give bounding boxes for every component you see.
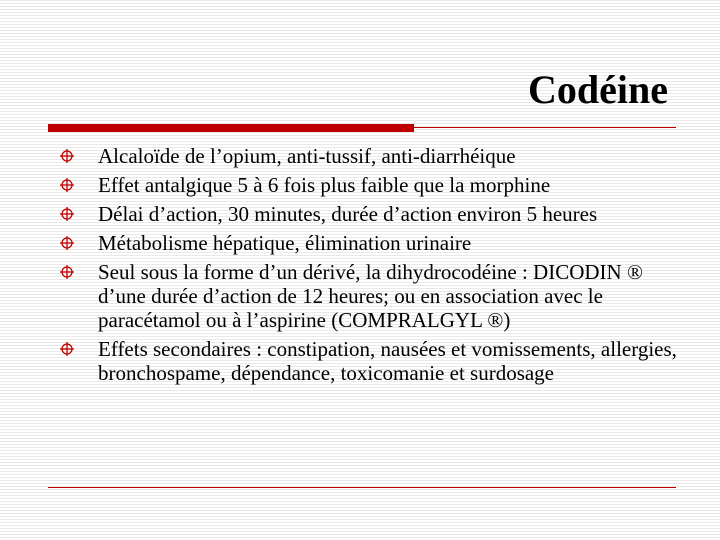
circle-cross-bullet-icon bbox=[60, 207, 74, 221]
slide-title: Codéine bbox=[528, 67, 668, 112]
bullet-item bbox=[60, 260, 680, 332]
circle-cross-bullet-icon bbox=[60, 178, 74, 192]
bullet-text: Effet antalgique 5 à 6 fois plus faible que la morphine bbox=[98, 173, 551, 197]
bullet-item bbox=[60, 144, 680, 168]
bullet-list bbox=[60, 144, 680, 390]
bullet-text: Effets secondaires : constipation, nausées et vomissements, allergies, bronchospame, dépendance, toxicomanie et surdosage bbox=[98, 337, 677, 385]
bullet-item bbox=[60, 202, 680, 226]
bullet-item bbox=[60, 337, 680, 385]
title-underline-thick bbox=[48, 124, 414, 132]
bottom-rule bbox=[48, 487, 676, 488]
bullet-text: Délai d’action, 30 minutes, durée d’action environ 5 heures bbox=[98, 202, 598, 226]
bullet-item bbox=[60, 173, 680, 197]
bullet-item bbox=[60, 231, 680, 255]
bullet-text: Alcaloïde de l’opium, anti-tussif, anti-diarrhéique bbox=[98, 144, 516, 168]
circle-cross-bullet-icon bbox=[60, 236, 74, 250]
bullet-text: Métabolisme hépatique, élimination urinaire bbox=[98, 231, 472, 255]
circle-cross-bullet-icon bbox=[60, 149, 74, 163]
circle-cross-bullet-icon bbox=[60, 265, 74, 279]
circle-cross-bullet-icon bbox=[60, 342, 74, 356]
title-underline-thin bbox=[414, 127, 676, 128]
bullet-text: Seul sous la forme d’un dérivé, la dihydrocodéine : DICODIN ® d’une durée d’action de 12 heures; ou en association avec le paracétamol ou à l’aspirine (COMPRALGYL ®) bbox=[98, 260, 643, 332]
